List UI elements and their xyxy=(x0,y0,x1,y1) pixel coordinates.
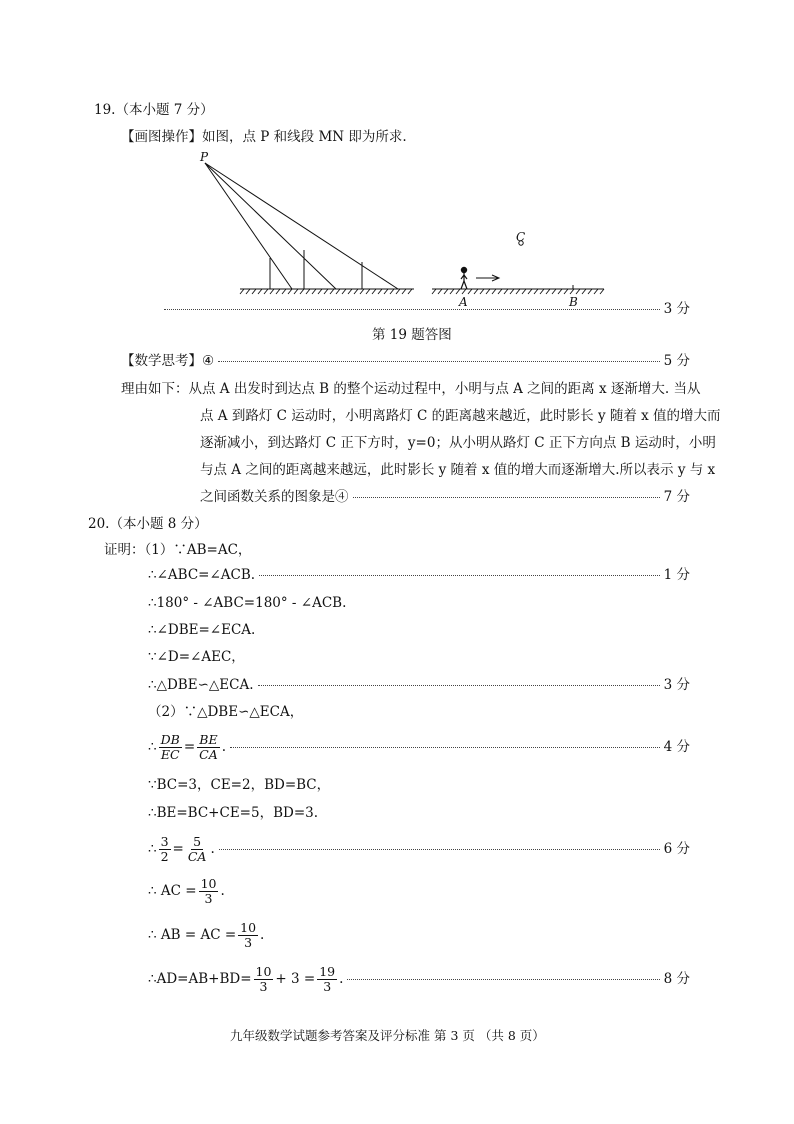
fraction: $\frac{19}{3}$ xyxy=(319,963,336,994)
fraction: $\frac{10}{3}$ xyxy=(255,963,272,994)
q20-line-13-mid: + 3 = xyxy=(275,971,316,987)
q19-reason-4: 与点 A 之间的距离越来越远，此时影长 y 随着 x 值的增大而逐渐增大.所以表示 y 与 x xyxy=(200,462,716,478)
fraction: $\frac{10}{3}$ xyxy=(200,875,217,906)
fig-label-c: C xyxy=(516,230,526,244)
q20-line-6: （2）∵△DBE∽△ECA， xyxy=(148,704,304,720)
fig-label-p: P xyxy=(200,150,209,164)
q20-row-13: ∴AD=AB+BD= $\frac{10}{3}$ + 3 = $\frac{19}{3}$ . 8 分 xyxy=(148,963,690,994)
q20-row-11: ∴ AC = $\frac{10}{3}$ . xyxy=(148,875,225,906)
q19-think-tag: 【数学思考】 xyxy=(121,353,202,369)
q20-score-10: 6 分 xyxy=(663,841,690,857)
fig-label-a: A xyxy=(459,295,468,309)
q20-line-7-prefix: ∴ xyxy=(148,739,157,755)
q19-reason-2: 点 A 到路灯 C 运动时，小明离路灯 C 的距离越来越近，此时影长 y 随着 x 值的增大而 xyxy=(200,408,721,424)
page-footer: 九年级数学试题参考答案及评分标准 第 3 页 （共 8 页） xyxy=(230,1028,545,1043)
person-icon xyxy=(461,267,467,289)
q20-row-1 xyxy=(148,566,690,584)
q20-score-1: 1 分 xyxy=(663,567,690,583)
fraction: $\frac{3}{2}$ xyxy=(160,833,169,864)
q19-think-row xyxy=(121,352,690,370)
q19-score-2: 5 分 xyxy=(663,353,690,369)
q19-score-1: 3 分 xyxy=(663,301,690,317)
q19-caption: 第 19 题答图 xyxy=(372,327,452,343)
q20-line-4: ∵∠D=∠AEC， xyxy=(148,649,245,665)
q19-think-answer: ④ xyxy=(202,353,215,369)
q19-score-3: 7 分 xyxy=(663,489,690,505)
q19-reason-row-5 xyxy=(200,488,690,506)
fraction: $\frac{10}{3}$ xyxy=(240,919,257,950)
q19-draw-text: 如图，点 P 和线段 MN 即为所求. xyxy=(202,129,407,145)
q20-score-13: 8 分 xyxy=(663,971,690,987)
q19-draw-tag: 【画图操作】 xyxy=(121,129,202,145)
q20-header: 20.（本小题 8 分） xyxy=(88,516,208,532)
fig-label-b: B xyxy=(569,295,578,309)
q20-row-10: ∴ $\frac{3}{2}$ = $\frac{5}{CA}$ . 6 分 xyxy=(148,833,690,864)
q20-proof-intro: 证明：（1）∵AB=AC， xyxy=(104,542,252,558)
q20-line-3: ∴∠DBE=∠ECA. xyxy=(148,622,256,638)
q19-figure xyxy=(0,0,794,320)
fraction: $\frac{BE}{CA}$ xyxy=(199,731,218,762)
q19-header: 19.（本小题 7 分） xyxy=(94,102,214,118)
q20-line-2: ∴180° - ∠ABC=180° - ∠ACB. xyxy=(148,595,347,611)
q20-score-5: 3 分 xyxy=(663,677,690,693)
q19-reason-3: 逐渐减小，到达路灯 C 正下方时，y=0；从小明从路灯 C 正下方向点 B 运动时，小明 xyxy=(200,435,716,451)
q20-line-1: ∴∠ABC=∠ACB. xyxy=(148,567,256,583)
q20-row-5 xyxy=(148,676,690,694)
fraction: $\frac{5}{CA}$ xyxy=(187,833,207,864)
q19-score-row-1 xyxy=(160,300,690,318)
q20-line-5: ∴△DBE∽△ECA. xyxy=(148,677,254,693)
q19-reason-1: 理由如下：从点 A 出发时到达点 B 的整个运动过程中，小明与点 A 之间的距离 x 逐渐增大. 当从 xyxy=(121,381,701,397)
q20-line-12-prefix: ∴ AB = AC = xyxy=(148,927,237,943)
q20-line-9: ∴BE=BC+CE=5，BD=3. xyxy=(148,805,319,821)
fraction: $\frac{DB}{EC}$ xyxy=(160,731,180,762)
q20-score-7: 4 分 xyxy=(663,739,690,755)
q20-row-7: ∴ $\frac{DB}{EC}$ = $\frac{BE}{CA}$ . 4 分 xyxy=(148,731,690,762)
q20-line-10-prefix: ∴ xyxy=(148,841,157,857)
q20-line-8: ∵BC=3，CE=2，BD=BC， xyxy=(148,777,331,793)
q20-line-13-prefix: ∴AD=AB+BD= xyxy=(148,971,252,987)
q20-row-12: ∴ AB = AC = $\frac{10}{3}$ . xyxy=(148,919,265,950)
q19-reason-5: 之间函数关系的图象是④ xyxy=(200,489,349,505)
q20-line-11-prefix: ∴ AC = xyxy=(148,883,197,899)
